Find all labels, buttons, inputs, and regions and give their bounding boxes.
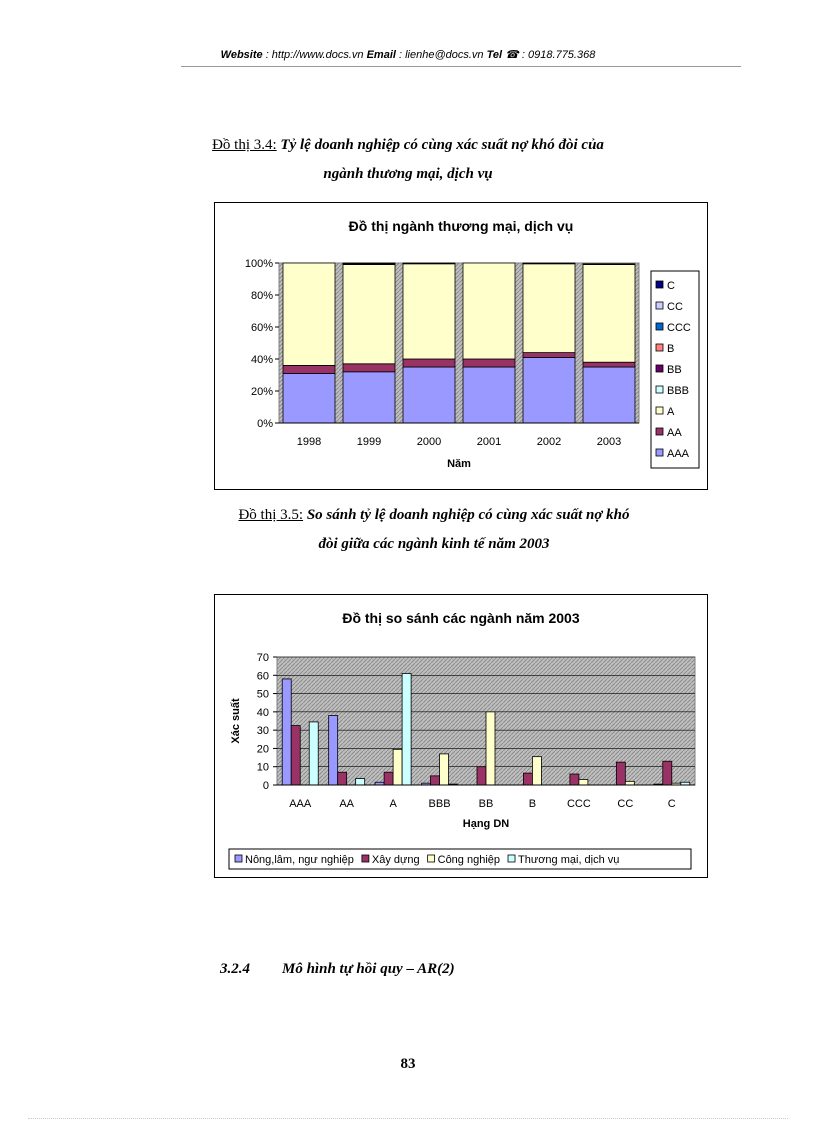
email-value: : lienhe@docs.vn [395,49,487,61]
bar-AA-2002 [523,353,575,358]
x-tick-label: 2000 [416,436,442,448]
legend-label-BB: BB [667,364,682,376]
bar-C-2003 [583,264,635,265]
legend-swatch-AA [656,428,663,435]
header-divider [181,66,741,67]
bar-C-1999 [343,263,395,264]
legend-swatch-series3 [508,855,515,862]
bar-AA-series1 [338,772,347,785]
y-tick-label: 20% [250,386,273,398]
y-axis-title: Xác suất [230,698,242,744]
bar-A-series3 [402,673,411,785]
bar-AA-2001 [463,359,515,367]
bar-AAA-1998 [283,373,335,423]
bar-A-series2 [393,749,402,785]
y-tick-label: 40 [256,706,269,719]
x-tick-label: C [667,798,676,810]
legend-swatch-BBB [656,386,663,393]
x-tick-label: 2002 [536,436,562,448]
caption-title-line1: Tỷ lệ doanh nghiệp có cùng xác suất nợ khó đòi của [280,137,604,153]
x-tick-label: AA [339,798,355,810]
y-tick-label: 20 [256,743,269,756]
bar-BB-series2 [486,712,495,785]
website-value: : http://www.docs.vn [262,49,367,61]
x-tick-label: 2003 [596,436,622,448]
legend-swatch-series1 [362,855,369,862]
x-axis-title: Năm [447,458,471,470]
legend-label-B: B [667,343,675,355]
legend-label-series1: Xây dựng [371,854,420,866]
figure-caption-3-4 [0,131,816,189]
bar-AA-1998 [283,365,335,373]
chart2-svg [215,595,707,877]
caption-title-line1: So sánh tỷ lệ doanh nghiệp có cùng xác suất nợ khó [306,507,630,523]
x-tick-label: 1998 [296,436,322,448]
legend-swatch-B [656,344,663,351]
figure-caption-3-5 [26,501,816,559]
y-tick-label: 0% [257,418,273,430]
x-tick-label: A [389,798,397,810]
caption-title-line2: đòi giữa các ngành kinh tế năm 2003 [318,536,550,552]
legend-swatch-series2 [428,855,435,862]
bar-AA-1999 [343,364,395,372]
bar-AAA-2002 [523,357,575,423]
bar-C-2000 [403,263,455,264]
y-tick-label: 0 [262,780,269,792]
legend-label-A: A [667,406,675,418]
chart-title: Đồ thị so sánh các ngành năm 2003 [342,610,580,626]
page-header [0,48,816,61]
legend-label-series3: Thương mại, dịch vụ [518,854,620,866]
bar-AAA-2003 [583,367,635,423]
bar-AAA-series1 [291,726,300,785]
bar-A-2003 [583,265,635,363]
legend-label-CCC: CCC [667,322,691,334]
legend-swatch-CCC [656,323,663,330]
x-tick-label: BBB [428,798,451,810]
section-heading [220,961,455,978]
bar-C-2002 [523,263,575,264]
bar-A-1999 [343,265,395,364]
bar-CCC-series2 [579,780,588,785]
y-tick-label: 60 [256,670,269,683]
chart1-svg [215,203,707,489]
tel-label: Tel [486,49,503,61]
chart-title: Đồ thị ngành thương mại, dịch vụ [348,218,574,234]
bar-AAA-series0 [282,679,291,785]
legend-label-series0: Nông,lâm, ngư nghiệp [245,854,354,866]
x-tick-label: B [528,798,537,810]
y-tick-label: 70 [256,652,269,664]
bar-AA-series0 [329,716,338,785]
footer-divider [28,1118,788,1119]
bar-A-1998 [283,263,335,365]
y-tick-label: 10 [256,761,269,774]
caption-title-line2: ngành thương mại, dịch vụ [323,166,493,182]
legend-label-BBB: BBB [667,385,690,397]
bar-AAA-2001 [463,367,515,423]
chart-industry-trade-services [214,202,708,490]
y-tick-label: 60% [250,322,273,334]
bar-AA-series3 [356,779,365,785]
bar-AA-2003 [583,362,635,367]
bar-A-2000 [403,264,455,359]
legend-swatch-BB [656,365,663,372]
y-tick-label: 30 [256,725,269,738]
y-tick-label: 100% [244,258,273,270]
legend-label-series2: Công nghiệp [437,854,501,866]
bar-BB-series1 [477,767,486,785]
chart-sector-comparison-2003 [214,594,708,878]
section-title: Mô hình tự hồi quy – AR(2) [282,961,455,977]
x-tick-label: AAA [289,798,312,810]
y-tick-label: 80% [250,290,273,302]
y-tick-label: 40% [250,354,273,366]
bar-BBB-series2 [440,754,449,785]
x-tick-label: 2001 [476,436,502,448]
email-label: Email [366,49,396,61]
bar-B-series2 [532,757,541,785]
bar-A-2001 [463,263,515,359]
x-tick-label: CC [617,798,634,810]
website-label: Website [220,49,263,61]
bar-AAA-series3 [309,722,318,785]
x-axis-title: Hạng DN [462,818,510,830]
page-number: 83 [400,1056,416,1072]
legend-swatch-series0 [235,855,242,862]
legend-label-C: C [667,280,675,292]
bar-CC-series2 [625,781,634,785]
bar-AA-2000 [403,359,455,367]
bar-C-series1 [663,761,672,785]
legend-swatch-CC [656,302,663,309]
bar-BBB-series1 [431,776,440,785]
legend-label-AA: AA [667,427,682,439]
y-tick-label: 50 [256,688,269,701]
bar-A-2002 [523,264,575,353]
legend-label-CC: CC [667,301,683,313]
section-number: 3.2.4 [220,961,250,977]
tel-value: : 0918.775.368 [518,49,596,61]
phone-icon: ☎ [505,49,519,61]
x-tick-label: CCC [566,798,591,810]
bar-CCC-series1 [570,774,579,785]
legend-swatch-AAA [656,449,663,456]
bar-B-series1 [523,773,532,785]
bar-AAA-1999 [343,372,395,423]
bar-CC-series1 [616,762,625,785]
legend-swatch-C [656,281,663,288]
x-tick-label: 1999 [356,436,382,448]
bar-AAA-2000 [403,367,455,423]
caption-label: Đồ thị 3.4: [212,137,277,153]
legend-label-AAA: AAA [667,448,690,460]
caption-label: Đồ thị 3.5: [238,507,304,523]
x-tick-label: BB [478,798,494,810]
bar-A-series1 [384,772,393,785]
legend-swatch-A [656,407,663,414]
